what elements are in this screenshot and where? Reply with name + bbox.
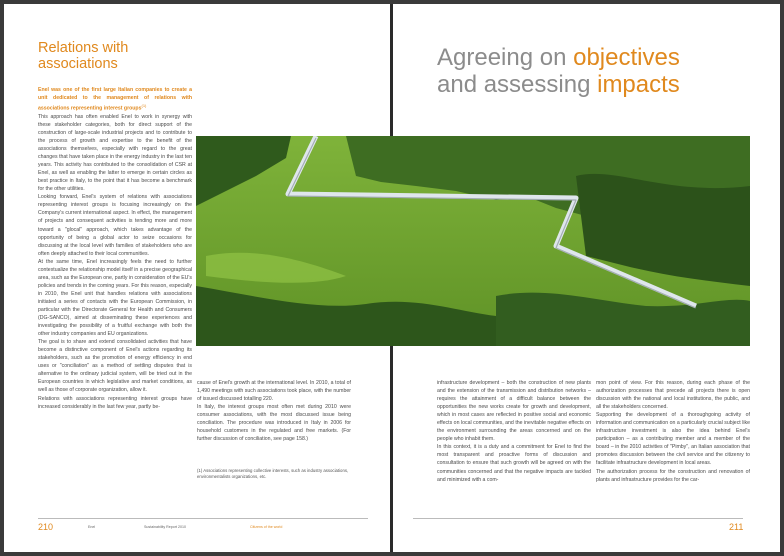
paragraph: This approach has often enabled Enel to work in synergy with these stakeholder categories, both for direct support of the construction of large-scale industrial projects and to contribute to the process of growth and expertise to the benefit of the associations themselves, especially with regard to the great changes that have taken place in the energy industry in the last ten years. This activity has contributed to the consolidation of CSR at Enel, as well as enabling the latter to emerge in certain circles as best practice in Italy, to the point that it has become a benchmark for the other utilities.: [38, 113, 192, 193]
footer-brand: Enel: [88, 525, 96, 529]
left-page-heading: Relations with associations: [38, 40, 129, 72]
paragraph: Supporting the development of a thoroughgoing activity of information and communication on a particularly crucial subject like infrastructure investment is also the idea behind Enel's participation – as a contributing member and a member of the board – in the 2010 activities of "Pimby", an Italian association that promotes discussion between the civil service and the citizenry to facilitate infrastructure development in local areas.: [596, 412, 750, 467]
footer-rule: [38, 518, 368, 519]
landscape-pipeline-photo: [196, 136, 750, 346]
right-column-1: [437, 379, 591, 484]
page-number-left: 210: [38, 522, 54, 532]
footer-report: Sustainability Report 2010: [144, 525, 186, 529]
heading-plain-text: Agreeing on: [437, 44, 574, 71]
paragraph: At the same time, Enel increasingly feels the need to further contextualize the relationship model itself in a precise geographical area, such as the European one, partly in consideration of the EU's policies and trends in the coming years. For this reason, especially in 2010, the Enel unit that handles relations with associations initiated a series of contacts with the European Commission, in particular with the Directorate General for Health and Consumers (DG-SANCO), aimed at disseminating these experiences and investigating the possibility of a fruitful exchange with both the other industry companies and EU organizations.: [38, 258, 192, 338]
lead-footnote-ref: (1): [141, 103, 147, 109]
footer-rule: [413, 518, 743, 519]
paragraph: mon point of view. For this reason, during each phase of the authorization processes that precede all projects there is open discussion with the national and local institutions, the public, and all the stakeholders concerned.: [596, 380, 750, 411]
landscape-pipeline-image: [196, 136, 750, 346]
right-page-heading: [437, 44, 757, 98]
right-column-2: [596, 379, 750, 484]
lead-paragraph: [38, 86, 192, 113]
footnote: (1) Associations representing collective interests, such as industry associations, environmentalists organizations, etc.: [197, 468, 349, 479]
paragraph: The goal is to share and extend consolidated activities that have become a distinctive component of Enel's actions regarding its stakeholders, such as the promotion of energy efficiency in end uses or "conciliation" as a method of settling disputes that is alternative to the ordinary judicial system, will be tried out in the European countries in which legislative and market conditions, as well as those of corporate organization, allow it.: [38, 339, 192, 394]
lead-text: Enel was one of the first large Italian companies to create a unit dedicated to the management of relations with associations representing interest groups: [38, 87, 192, 112]
footer-section: Citizens of the world: [250, 525, 283, 529]
left-column-1: [38, 86, 192, 411]
paragraph: cause of Enel's growth at the international level. In 2010, a total of 1,490 meetings with such associations took place, with the number of issued discussed totalling 220.: [197, 380, 351, 403]
page-number-right: 211: [729, 522, 744, 532]
heading-accent-text: objectives: [573, 44, 680, 71]
heading-line-1: [437, 44, 757, 71]
heading-accent-text: impacts: [597, 71, 680, 98]
paragraph: In Italy, the interest groups most often met during 2010 were consumer associations, with the most discussed issue being conciliation. The procedure was introduced in Italy in 2006 for household customers in the regulated and free markets. (For further discussion of conciliation, see page 158.): [197, 404, 351, 443]
paragraph: In this context, it is a duty and a commitment for Enel to find the most transparent and proactive forms of discussion and consultation to ensure that such growth will be agreed on with the communities concerned and that the negative impacts are tackled and minimized with a com-: [437, 444, 591, 483]
paragraph: infrastructure development – both the construction of new plants and the extension of the transmission and distribution networks – requires the attainment of a difficult balance between the opportunities the new works create for growth and development, which in most cases are reflected in positive social and economic effects on local communities, and the inevitable negative effects on the environment surrounding the areas concerned and on the people who inhabit them.: [437, 380, 591, 443]
heading-plain-text: and assessing: [437, 71, 598, 98]
paragraph: The authorization process for the construction and renovation of plants and infrastructure provides for the car-: [596, 468, 750, 483]
paragraph: Looking forward, Enel's system of relations with associations representing interest groups is focusing increasingly on the Company's current international aspect. In effect, the management of projects and consequent activities is tending more and more toward a "glocal" approach, which takes advantage of the opportunity of being a global actor to seize occasions for discussing at the local level with families of stakeholders who are often deeply attached to their local communities.: [38, 194, 192, 257]
paragraph: Relations with associations representing interest groups have increased considerably in the last few year, partly be-: [38, 395, 192, 410]
heading-line-2: [437, 71, 757, 98]
left-column-2: [197, 379, 351, 443]
